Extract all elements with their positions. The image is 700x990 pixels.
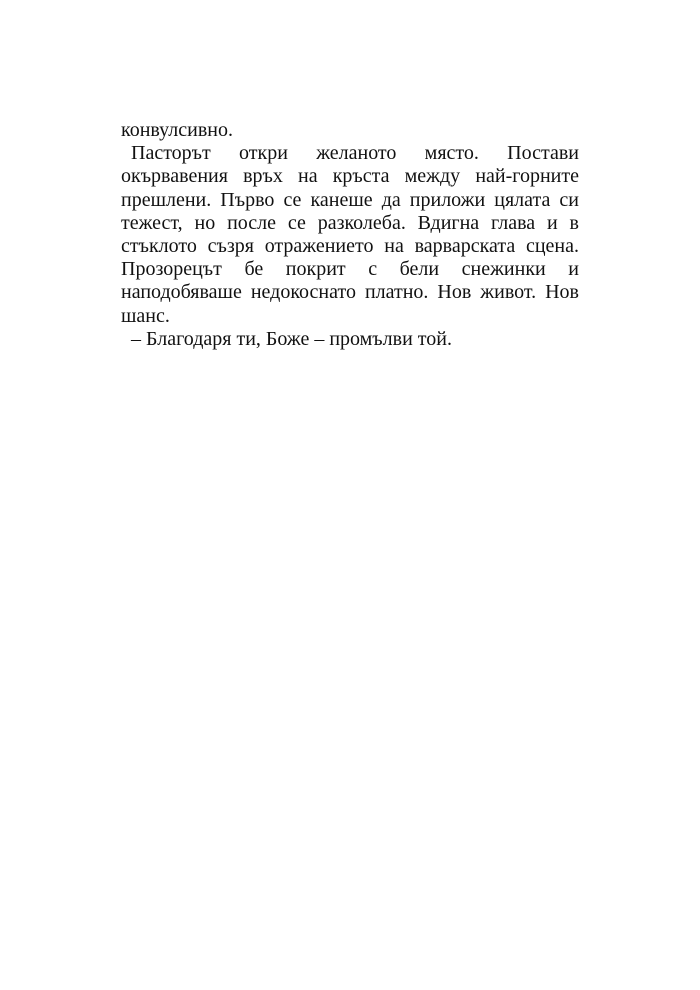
paragraph-narrative: Пасторът откри желаното място. Постави окървавения връх на кръста между най-горните прешлени. Първо се канеше да приложи цялата си тежест, но после се разколеба. Вдигна глава и в стъклото съзря отражението на варварската сцена. Прозорецът бе покрит с бели снежинки и наподобяваше недокоснато платно. Нов живот. Нов шанс.	[121, 142, 579, 327]
paragraph-continuation: конвулсивно.	[121, 119, 233, 141]
body-text	[121, 119, 579, 351]
paragraph-dialogue: – Благодаря ти, Боже – промълви той.	[131, 327, 452, 350]
